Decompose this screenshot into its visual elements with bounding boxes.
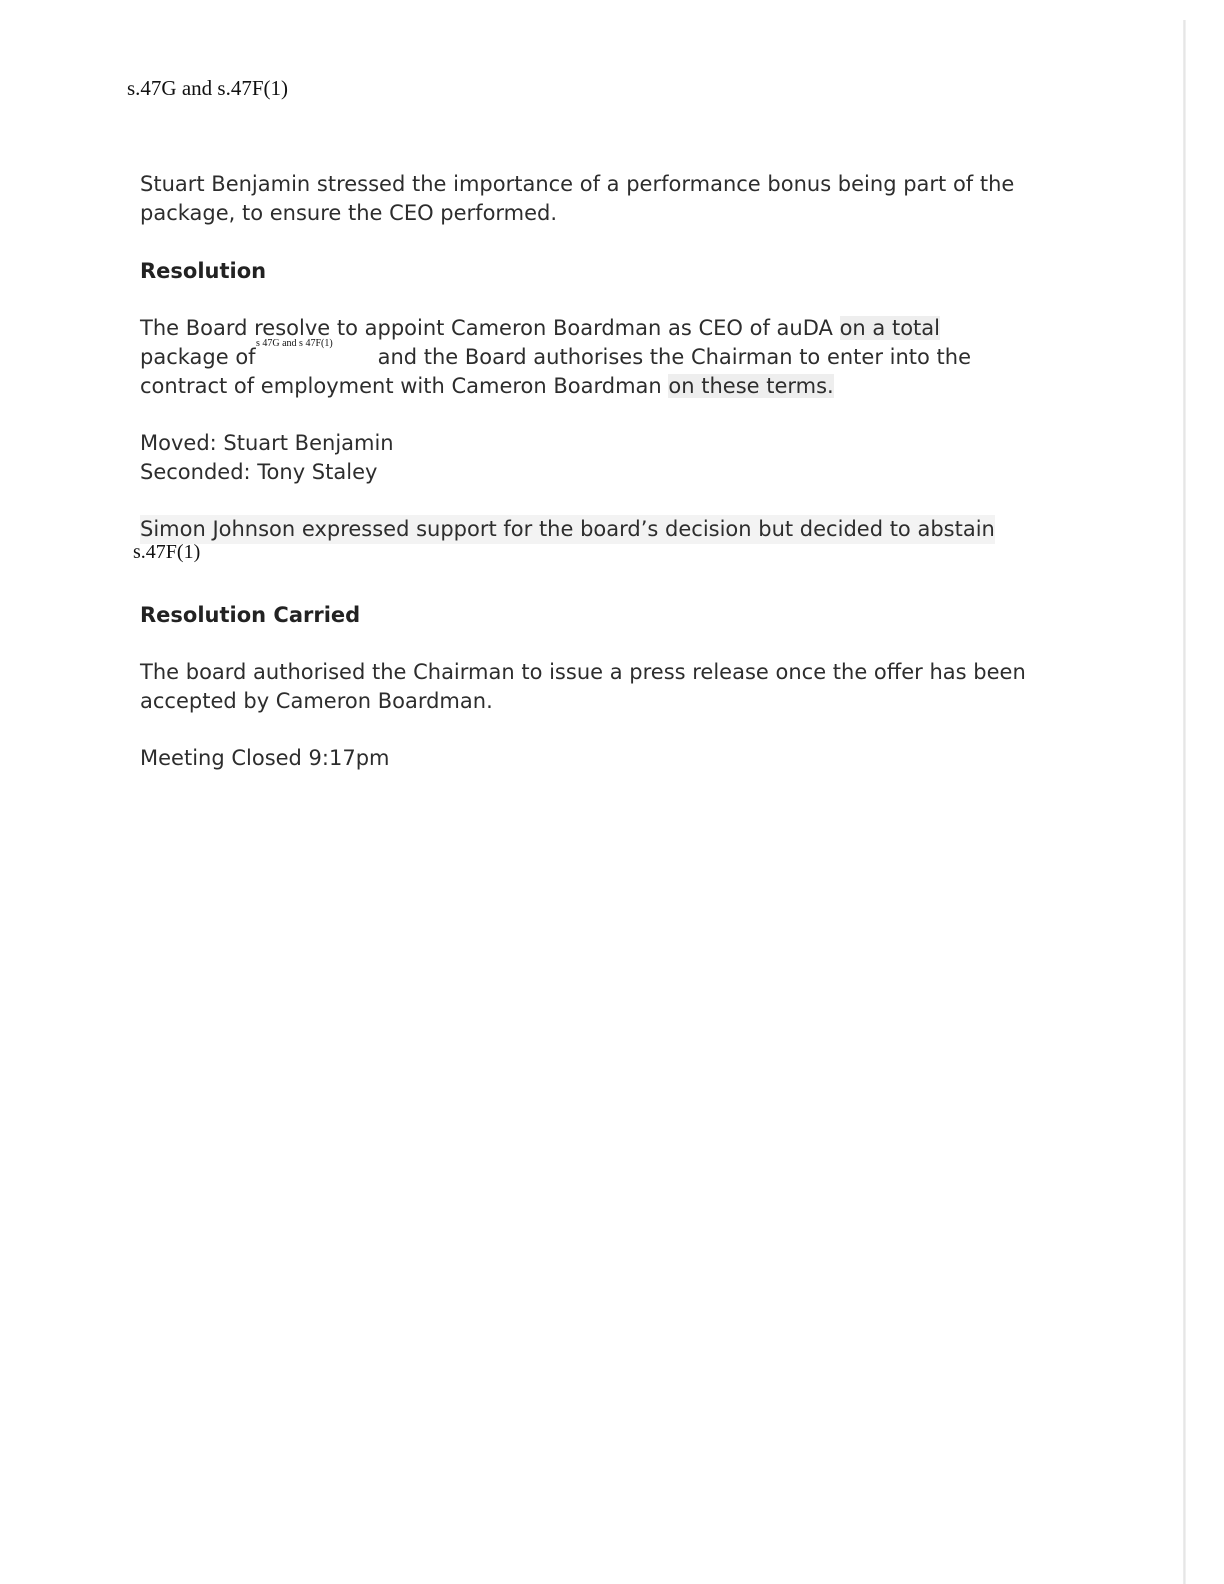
press-release-line-1: The board authorised the Chairman to issue a press release once the offer has been <box>140 660 1026 684</box>
redaction-stamp-inline: s 47G and s 47F(1) <box>256 338 333 349</box>
resolution-line-1-highlight: on a total <box>839 316 940 340</box>
resolution-line-3 <box>140 372 1040 401</box>
resolution-line-3-highlight: on these terms. <box>668 374 834 398</box>
performance-bonus-line-2: package, to ensure the CEO performed. <box>140 201 558 225</box>
press-release-paragraph <box>140 658 1040 716</box>
resolution-line-2-text: package of <box>140 345 256 369</box>
redaction-stamp-abstain: s.47F(1) <box>133 541 201 563</box>
redaction-stamp-top: s.47G and s.47F(1) <box>127 76 288 100</box>
motion-paragraph <box>140 429 1040 487</box>
moved-line: Moved: Stuart Benjamin <box>140 431 394 455</box>
resolution-carried-heading: Resolution Carried <box>140 603 361 627</box>
resolution-line-2-rest: and the Board authorises the Chairman to enter into the <box>377 345 972 369</box>
press-release-line-2: accepted by Cameron Boardman. <box>140 689 493 713</box>
meeting-closed-line: Meeting Closed 9:17pm <box>140 746 390 770</box>
abstain-line: Simon Johnson expressed support for the board’s decision but decided to abstain <box>140 515 995 544</box>
resolution-line-1-text: The Board resolve to appoint Cameron Boardman as CEO of auDA <box>140 316 833 340</box>
seconded-line: Seconded: Tony Staley <box>140 460 378 484</box>
page-edge-shadow <box>1183 20 1186 1584</box>
resolution-line-3-text: contract of employment with Cameron Boardman <box>140 374 662 398</box>
resolution-heading: Resolution <box>140 259 267 283</box>
performance-bonus-paragraph <box>140 170 1040 228</box>
performance-bonus-line-1: Stuart Benjamin stressed the importance of a performance bonus being part of the <box>140 172 1015 196</box>
abstain-paragraph <box>140 515 1040 544</box>
resolution-paragraph <box>140 314 1040 401</box>
